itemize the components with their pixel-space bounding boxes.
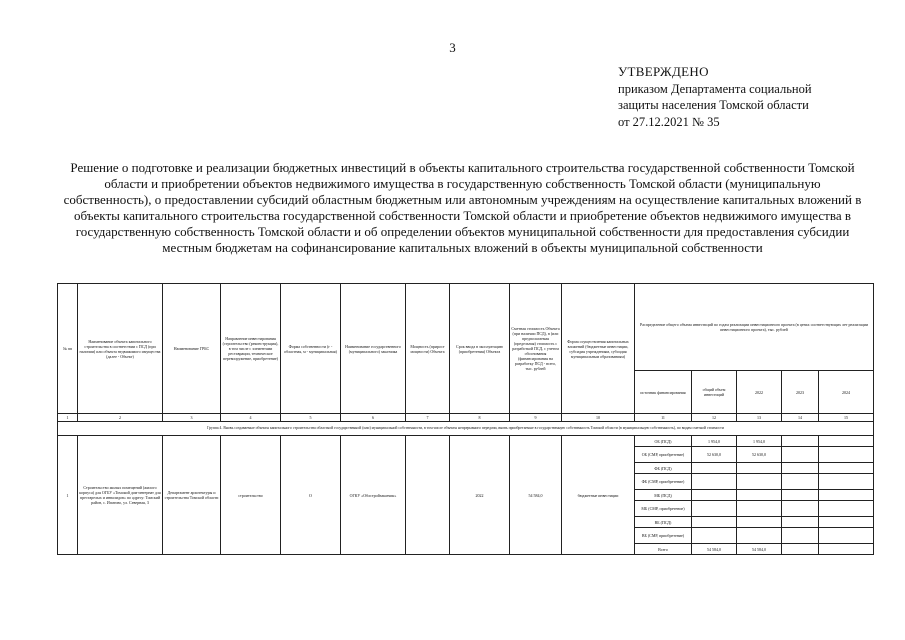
- header-cost: Сметная стоимость Объекта (при наличии ПСД), в (или предполагаемая (предельная) стоимость с разработкой ПСД, с учетом обоснования (финансирования на разработку ПСД - всего, тыс. рублей: [510, 284, 562, 414]
- funding-2023: [782, 490, 819, 501]
- funding-2024: [819, 544, 874, 555]
- column-number: 13: [737, 414, 782, 422]
- funding-2023: [782, 528, 819, 544]
- column-number: 11: [635, 414, 692, 422]
- header-form: Форма осуществления капитальных вложений (бюджетные инвестиции, субсидия учреждениям, субсидия муниципальным образованиям): [562, 284, 635, 414]
- row-direction: строительство: [221, 436, 281, 555]
- header-object: Наименование объекта капитального строительства в соответствии с ПСД (при наличии) или объекта недвижимого имущества (далее - Объект): [78, 284, 163, 414]
- funding-2023: [782, 501, 819, 517]
- funding-total: [692, 517, 737, 528]
- row-num: 1: [58, 436, 78, 555]
- column-number: 8: [450, 414, 510, 422]
- header-ownership: Форма собственности (г - областная, м - муниципальная): [281, 284, 341, 414]
- header-source: источник финансирования: [635, 371, 692, 414]
- funding-total: [692, 490, 737, 501]
- funding-2022: [737, 528, 782, 544]
- funding-2022: [737, 474, 782, 490]
- funding-total: 54 584,0: [692, 544, 737, 555]
- document-title: Решение о подготовке и реализации бюджетных инвестиций в объекты капитального строительства государственной собственности Томской области и приобретении объектов недвижимого имущества в государственную собственность Томской области (муниципальную собственность), о предоставлении субсидий областным бюджетным или автономным учреждениям на осуществление капитальных вложений в объекты капитального строительства государственной собственности Томской области и приобретение объектов недвижимого имущества в государственную собственность Томской области и об определении объектов муниципальной собственности для предоставления субсидии местным бюджетам на софинансирование капитальных вложений в объекты муниципальной собственности: [63, 160, 862, 255]
- header-distribution: Распределение общего объема инвестиций по годам реализации инвестиционного проекта (в ценах соответствующих лет реализации инвестиционного проекта), тыс. рублей: [635, 284, 874, 371]
- funding-source: ОБ (СМР, приобретение): [635, 447, 692, 463]
- header-direction: Направление инвестирования (строительство (реконструкция), в том числе с элементами реставрации, техническое перевооружение, приобретение): [221, 284, 281, 414]
- column-number: 7: [406, 414, 450, 422]
- group-label: Группа 4. Вновь создаваемые объекты капитального строительства областной государственной (или) муниципальной собственности, в том числе объекты непрерывного передачи, вновь приобретаемые в государственную собственность Томской области (в муниципальную собственность), по видам сметной стоимости: [58, 422, 874, 436]
- funding-2022: 1 954,0: [737, 436, 782, 447]
- funding-2023: [782, 463, 819, 474]
- page-number: 3: [449, 40, 456, 55]
- column-number: 5: [281, 414, 341, 422]
- funding-2024: [819, 474, 874, 490]
- header-term: Срок ввода в эксплуатацию (приобретения) Объекта: [450, 284, 510, 414]
- header-grbs: Наименование ГРБС: [163, 284, 221, 414]
- funding-total: [692, 463, 737, 474]
- funding-2024: [819, 447, 874, 463]
- funding-total: 1 954,0: [692, 436, 737, 447]
- column-numbers-row: [58, 414, 874, 422]
- funding-source: ВБ (СМР, приобретение): [635, 528, 692, 544]
- row-object: Строительство жилых помещений (жилого корпуса) для ОГБУ «Томский дом-интернат для престарелых и инвалидов» по адресу: Томский район, с. Ипатово, ул. Северная, 3: [78, 436, 163, 555]
- funding-total: [692, 501, 737, 517]
- funding-total: 52 630,0: [692, 447, 737, 463]
- header-2022: 2022: [737, 371, 782, 414]
- funding-2023: [782, 447, 819, 463]
- approval-line-2: защиты населения Томской области: [618, 98, 809, 112]
- approval-line-3: от 27.12.2021 № 35: [618, 114, 720, 129]
- column-number: 1: [58, 414, 78, 422]
- funding-source: ОБ (ПСД): [635, 436, 692, 447]
- column-number: 14: [782, 414, 819, 422]
- column-number: 6: [341, 414, 406, 422]
- row-cost: 54 584,0: [510, 436, 562, 555]
- approval-stamp: [618, 64, 812, 130]
- funding-2024: [819, 528, 874, 544]
- header-total: общий объем инвестиций: [692, 371, 737, 414]
- funding-2022: [737, 501, 782, 517]
- table-row: [58, 436, 874, 447]
- funding-2024: [819, 436, 874, 447]
- funding-2024: [819, 517, 874, 528]
- funding-2022: [737, 463, 782, 474]
- row-form: бюджетные инвестиции: [562, 436, 635, 555]
- funding-total: [692, 474, 737, 490]
- column-number: 9: [510, 414, 562, 422]
- header-num: № пп: [58, 284, 78, 414]
- header-customer: Наименование государственного (муниципального) заказчика: [341, 284, 406, 414]
- investment-table: [57, 283, 874, 555]
- column-number: 15: [819, 414, 874, 422]
- row-grbs: Департамент архитектуры и строительства Томской области: [163, 436, 221, 555]
- funding-source: МБ (ПСД): [635, 490, 692, 501]
- funding-2023: [782, 436, 819, 447]
- funding-2023: [782, 474, 819, 490]
- column-number: 2: [78, 414, 163, 422]
- group-row: [58, 422, 874, 436]
- row-capacity: [406, 436, 450, 555]
- funding-2022: 54 584,0: [737, 544, 782, 555]
- funding-2024: [819, 501, 874, 517]
- funding-2024: [819, 490, 874, 501]
- approval-line-1: приказом Департамента социальной: [618, 81, 812, 96]
- column-number: 10: [562, 414, 635, 422]
- approval-heading: УТВЕРЖДЕНО: [618, 64, 709, 79]
- funding-2023: [782, 544, 819, 555]
- funding-source: МБ (СМР, приобретение): [635, 501, 692, 517]
- funding-2022: 52 630,0: [737, 447, 782, 463]
- header-2023: 2023: [782, 371, 819, 414]
- funding-source: ФБ (ПСД): [635, 463, 692, 474]
- header-2024: 2024: [819, 371, 874, 414]
- funding-source: Всего: [635, 544, 692, 555]
- row-ownership: О: [281, 436, 341, 555]
- funding-2022: [737, 517, 782, 528]
- column-number: 3: [163, 414, 221, 422]
- header-row: [58, 284, 874, 371]
- funding-2022: [737, 490, 782, 501]
- funding-2024: [819, 463, 874, 474]
- row-term: 2022: [450, 436, 510, 555]
- funding-source: ФБ (СМР, приобретение): [635, 474, 692, 490]
- column-number: 4: [221, 414, 281, 422]
- funding-total: [692, 528, 737, 544]
- header-capacity: Мощность (прирост мощности) Объекта: [406, 284, 450, 414]
- funding-source: ВБ (ПСД): [635, 517, 692, 528]
- row-customer: ОГКУ «Облстройзаказчик»: [341, 436, 406, 555]
- funding-2023: [782, 517, 819, 528]
- column-number: 12: [692, 414, 737, 422]
